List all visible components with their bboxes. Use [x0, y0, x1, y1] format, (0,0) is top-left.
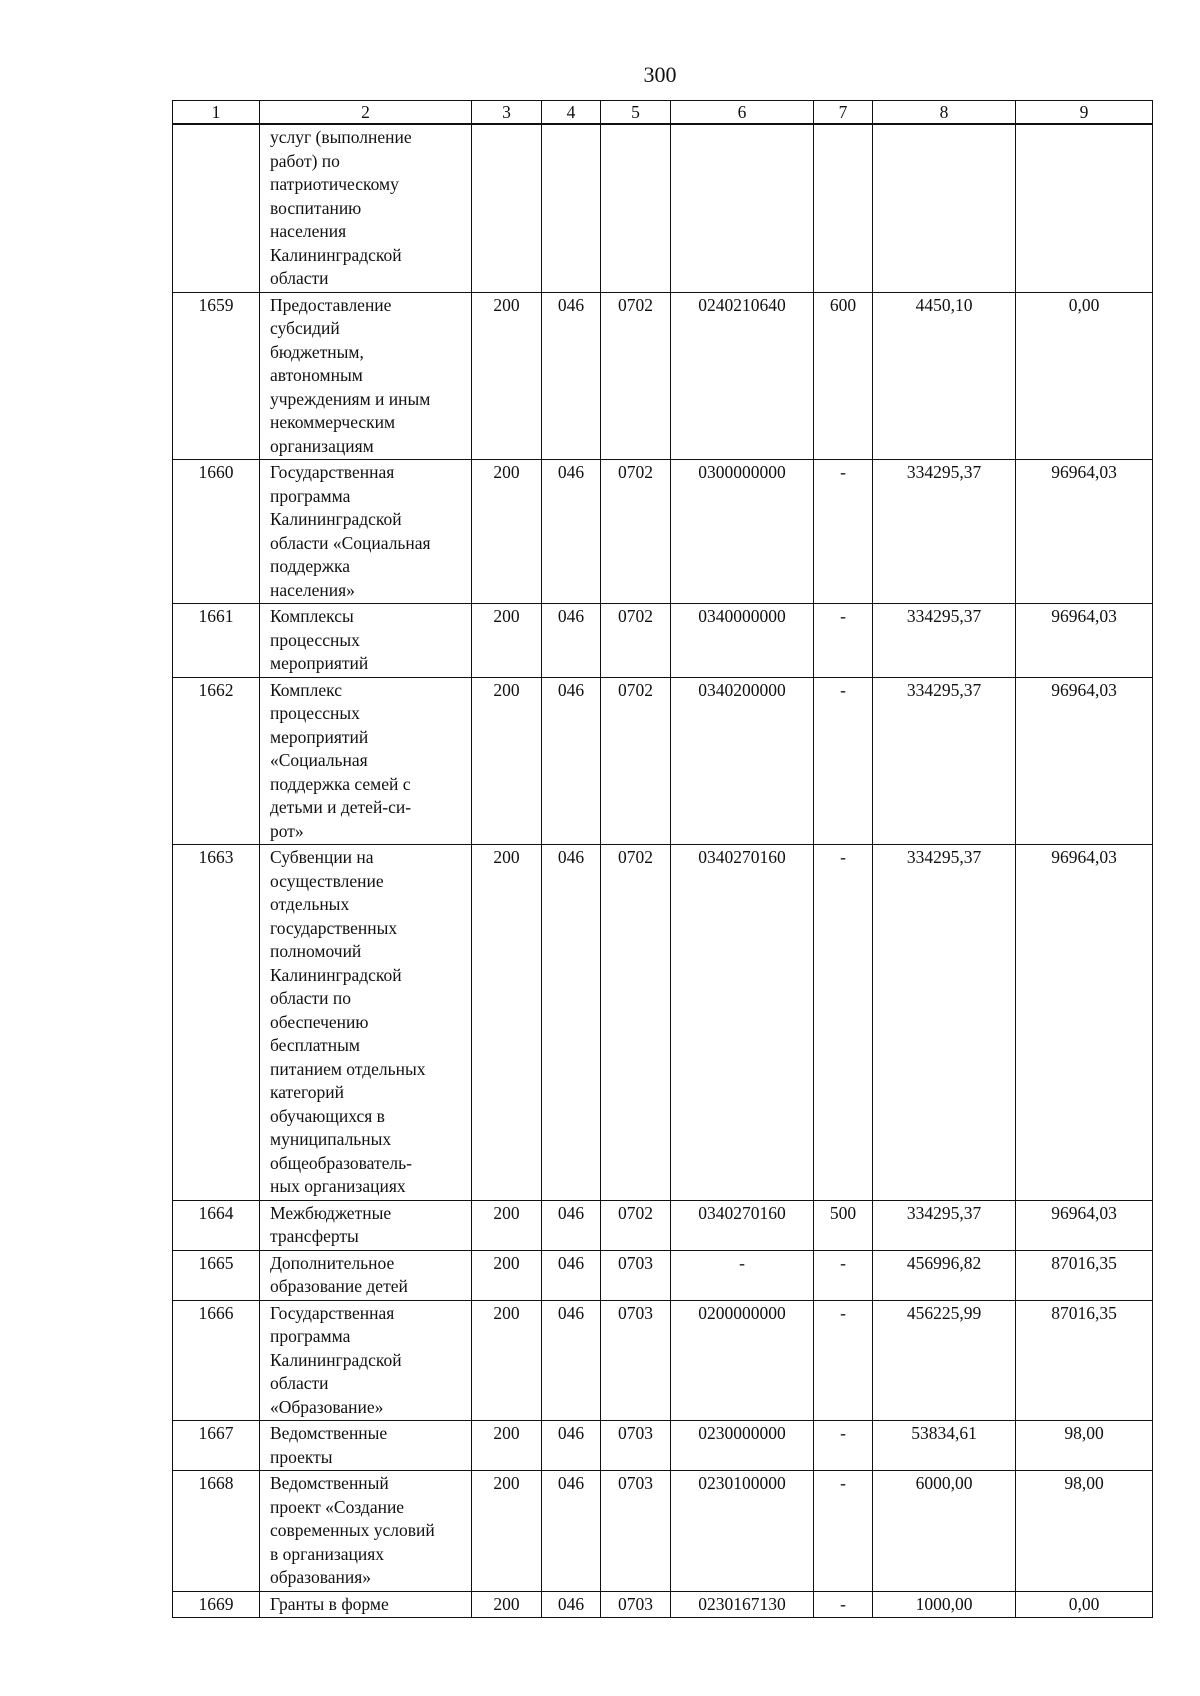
- table-row-continuation: [173, 124, 1153, 292]
- cell-col-5: 0703: [601, 1471, 671, 1592]
- cell-col-3: [472, 124, 542, 292]
- desc-line: современных условий: [270, 1520, 435, 1540]
- desc-line: образование детей: [270, 1276, 408, 1296]
- desc-line: детьми и детей-си-: [270, 797, 412, 817]
- cell-col-9: 0,00: [1016, 1591, 1153, 1618]
- header-row: [173, 101, 1153, 125]
- page-number: 300: [643, 62, 677, 87]
- desc-line: отдельных: [270, 894, 350, 914]
- row-number-cell: 1665: [173, 1250, 260, 1300]
- cell-col-5: 0702: [601, 1200, 671, 1250]
- desc-line: проекты: [270, 1446, 333, 1467]
- cell-col-5: 0702: [601, 604, 671, 678]
- cell-col-3: 200: [472, 677, 542, 845]
- cell-col-3: 200: [472, 460, 542, 604]
- row-description-cell: [260, 1471, 472, 1592]
- cell-col-6: 0230100000: [671, 1471, 814, 1592]
- cell-col-5: 0703: [601, 1421, 671, 1471]
- desc-line: муниципальных: [270, 1129, 392, 1149]
- desc-line: автономным: [270, 365, 363, 385]
- cell-col-6: -: [671, 1250, 814, 1300]
- row-description-cell: [260, 677, 472, 845]
- cell-col-9: 96964,03: [1016, 604, 1153, 678]
- desc-line: Межбюджетные: [270, 1202, 392, 1223]
- row-description-cell: [260, 1300, 472, 1421]
- cell-col-6: 0340270160: [671, 1200, 814, 1250]
- table-row: [173, 1200, 1153, 1250]
- desc-line: области: [270, 1373, 329, 1393]
- cell-col-5: 0702: [601, 292, 671, 460]
- row-description-cell: [260, 604, 472, 678]
- column-header-1: 1: [173, 101, 260, 125]
- desc-line: мероприятий: [270, 726, 369, 747]
- desc-line: некоммерческим: [270, 412, 396, 432]
- row-description-cell: [260, 1421, 472, 1471]
- cell-col-4: 046: [542, 1250, 601, 1300]
- column-header-5: 5: [601, 101, 671, 125]
- cell-col-7: -: [814, 1471, 873, 1592]
- row-number-cell: 1662: [173, 677, 260, 845]
- cell-col-4: 046: [542, 1300, 601, 1421]
- cell-col-9: 98,00: [1016, 1421, 1153, 1471]
- column-header-7: 7: [814, 101, 873, 125]
- cell-col-8: 334295,37: [873, 460, 1016, 604]
- desc-line: в организациях: [270, 1543, 385, 1564]
- desc-line: Предоставление: [270, 294, 392, 315]
- desc-line: поддержка семей с: [270, 773, 411, 794]
- cell-col-8: 4450,10: [873, 292, 1016, 460]
- cell-col-9: 87016,35: [1016, 1300, 1153, 1421]
- row-number-cell: [173, 124, 260, 292]
- cell-col-5: 0702: [601, 460, 671, 604]
- table-row: [173, 604, 1153, 678]
- desc-line: «Социальная: [270, 750, 368, 770]
- table-row: [173, 460, 1153, 604]
- desc-line: Государственная: [270, 1302, 395, 1323]
- cell-col-6: 0300000000: [671, 460, 814, 604]
- cell-col-7: -: [814, 460, 873, 604]
- column-header-8: 8: [873, 101, 1016, 125]
- desc-line: ных организациях: [270, 1176, 406, 1196]
- cell-col-7: 500: [814, 1200, 873, 1250]
- cell-col-7: -: [814, 845, 873, 1201]
- cell-col-9: 96964,03: [1016, 1200, 1153, 1250]
- cell-col-5: 0702: [601, 845, 671, 1201]
- desc-line: «Образование»: [270, 1396, 384, 1417]
- desc-line: трансферты: [270, 1226, 359, 1246]
- desc-line: обучающихся в: [270, 1105, 385, 1126]
- table-row: [173, 292, 1153, 460]
- cell-col-3: 200: [472, 845, 542, 1201]
- desc-line: воспитанию: [270, 197, 362, 218]
- desc-line: Гранты в форме: [270, 1593, 389, 1614]
- cell-col-7: -: [814, 1421, 873, 1471]
- cell-col-9: 96964,03: [1016, 845, 1153, 1201]
- row-description-cell: [260, 1200, 472, 1250]
- desc-line: Дополнительное: [270, 1252, 395, 1273]
- column-header-2: 2: [260, 101, 472, 125]
- cell-col-6: 0200000000: [671, 1300, 814, 1421]
- desc-line: Комплекс: [270, 679, 342, 700]
- cell-col-4: 046: [542, 1471, 601, 1592]
- row-number-cell: 1661: [173, 604, 260, 678]
- row-number-cell: 1663: [173, 845, 260, 1201]
- desc-line: проект «Создание: [270, 1496, 405, 1517]
- cell-col-3: 200: [472, 1300, 542, 1421]
- desc-line: Ведомственный: [270, 1473, 389, 1493]
- desc-line: мероприятий: [270, 653, 369, 673]
- desc-line: полномочий: [270, 941, 362, 961]
- cell-col-8: 334295,37: [873, 677, 1016, 845]
- cell-col-7: [814, 124, 873, 292]
- desc-line: бюджетным,: [270, 341, 364, 362]
- cell-col-4: 046: [542, 604, 601, 678]
- cell-col-5: 0703: [601, 1250, 671, 1300]
- desc-line: обеспечению: [270, 1011, 369, 1032]
- cell-col-4: 046: [542, 677, 601, 845]
- desc-line: Калининградской: [270, 1349, 402, 1370]
- cell-col-4: 046: [542, 1421, 601, 1471]
- cell-col-4: 046: [542, 1200, 601, 1250]
- cell-col-8: 456996,82: [873, 1250, 1016, 1300]
- cell-col-3: 200: [472, 292, 542, 460]
- desc-line: осуществление: [270, 870, 384, 891]
- cell-col-4: 046: [542, 292, 601, 460]
- cell-col-6: 0340000000: [671, 604, 814, 678]
- desc-line: поддержка: [270, 556, 351, 576]
- cell-col-8: 53834,61: [873, 1421, 1016, 1471]
- cell-col-3: 200: [472, 1591, 542, 1618]
- table-row: [173, 1591, 1153, 1618]
- desc-line: Государственная: [270, 462, 395, 482]
- desc-line: Комплексы: [270, 606, 354, 626]
- cell-col-8: 334295,37: [873, 604, 1016, 678]
- row-description-cell: [260, 124, 472, 292]
- table-row: [173, 1300, 1153, 1421]
- column-header-6: 6: [671, 101, 814, 125]
- desc-line: патриотическому: [270, 174, 399, 194]
- desc-line: области: [270, 268, 329, 288]
- cell-col-9: 98,00: [1016, 1471, 1153, 1592]
- desc-line: учреждениям и иным: [270, 388, 431, 409]
- desc-line: процессных: [270, 629, 360, 650]
- cell-col-4: 046: [542, 460, 601, 604]
- desc-line: образования»: [270, 1567, 372, 1587]
- cell-col-4: 046: [542, 1591, 601, 1618]
- desc-line: бесплатным: [270, 1035, 360, 1055]
- cell-col-8: 6000,00: [873, 1471, 1016, 1592]
- cell-col-8: 456225,99: [873, 1300, 1016, 1421]
- cell-col-3: 200: [472, 1421, 542, 1471]
- desc-line: населения: [270, 221, 347, 241]
- desc-line: организациям: [270, 435, 374, 456]
- row-number-cell: 1666: [173, 1300, 260, 1421]
- row-number-cell: 1667: [173, 1421, 260, 1471]
- row-description-cell: [260, 460, 472, 604]
- cell-col-9: 96964,03: [1016, 460, 1153, 604]
- cell-col-7: -: [814, 604, 873, 678]
- cell-col-6: 0230000000: [671, 1421, 814, 1471]
- row-number-cell: 1669: [173, 1591, 260, 1618]
- row-description-cell: [260, 292, 472, 460]
- desc-line: категорий: [270, 1082, 344, 1102]
- desc-line: населения»: [270, 579, 355, 600]
- cell-col-9: 96964,03: [1016, 677, 1153, 845]
- cell-col-3: 200: [472, 1471, 542, 1592]
- row-number-cell: 1660: [173, 460, 260, 604]
- cell-col-7: -: [814, 1591, 873, 1618]
- desc-line: субсидий: [270, 318, 340, 338]
- cell-col-6: [671, 124, 814, 292]
- desc-line: программа: [270, 485, 351, 506]
- desc-line: общеобразователь-: [270, 1152, 412, 1173]
- desc-line: государственных: [270, 917, 398, 938]
- desc-line: Ведомственные: [270, 1423, 388, 1443]
- desc-line: программа: [270, 1326, 351, 1346]
- desc-line: работ) по: [270, 150, 340, 171]
- cell-col-8: 1000,00: [873, 1591, 1016, 1618]
- row-number-cell: 1664: [173, 1200, 260, 1250]
- desc-line: услуг (выполнение: [270, 127, 412, 147]
- column-header-9: 9: [1016, 101, 1153, 125]
- cell-col-8: 334295,37: [873, 845, 1016, 1201]
- desc-line: процессных: [270, 703, 360, 723]
- desc-line: Калининградской: [270, 964, 402, 985]
- column-header-3: 3: [472, 101, 542, 125]
- column-header-4: 4: [542, 101, 601, 125]
- desc-line: Калининградской: [270, 244, 402, 265]
- table-row: [173, 1421, 1153, 1471]
- cell-col-6: 0240210640: [671, 292, 814, 460]
- desc-line: питанием отдельных: [270, 1058, 426, 1079]
- cell-col-5: [601, 124, 671, 292]
- row-description-cell: [260, 1591, 472, 1618]
- cell-col-4: [542, 124, 601, 292]
- budget-table: [172, 100, 1153, 1618]
- cell-col-3: 200: [472, 1200, 542, 1250]
- cell-col-7: 600: [814, 292, 873, 460]
- cell-col-8: 334295,37: [873, 1200, 1016, 1250]
- cell-col-4: 046: [542, 845, 601, 1201]
- row-number-cell: 1668: [173, 1471, 260, 1592]
- desc-line: области «Социальная: [270, 532, 431, 553]
- cell-col-9: 0,00: [1016, 292, 1153, 460]
- table-row: [173, 845, 1153, 1201]
- desc-line: Калининградской: [270, 509, 402, 529]
- cell-col-5: 0702: [601, 677, 671, 845]
- table-row: [173, 1471, 1153, 1592]
- cell-col-8: [873, 124, 1016, 292]
- desc-line: рот»: [270, 820, 304, 841]
- table-row: [173, 1250, 1153, 1300]
- table-row: [173, 677, 1153, 845]
- row-description-cell: [260, 1250, 472, 1300]
- cell-col-3: 200: [472, 1250, 542, 1300]
- cell-col-3: 200: [472, 604, 542, 678]
- desc-line: Субвенции на: [270, 847, 374, 867]
- cell-col-6: 0340270160: [671, 845, 814, 1201]
- cell-col-5: 0703: [601, 1300, 671, 1421]
- cell-col-7: -: [814, 677, 873, 845]
- cell-col-6: 0230167130: [671, 1591, 814, 1618]
- cell-col-7: -: [814, 1250, 873, 1300]
- row-number-cell: 1659: [173, 292, 260, 460]
- cell-col-9: 87016,35: [1016, 1250, 1153, 1300]
- cell-col-5: 0703: [601, 1591, 671, 1618]
- cell-col-7: -: [814, 1300, 873, 1421]
- cell-col-6: 0340200000: [671, 677, 814, 845]
- desc-line: области по: [270, 988, 351, 1008]
- cell-col-9: [1016, 124, 1153, 292]
- row-description-cell: [260, 845, 472, 1201]
